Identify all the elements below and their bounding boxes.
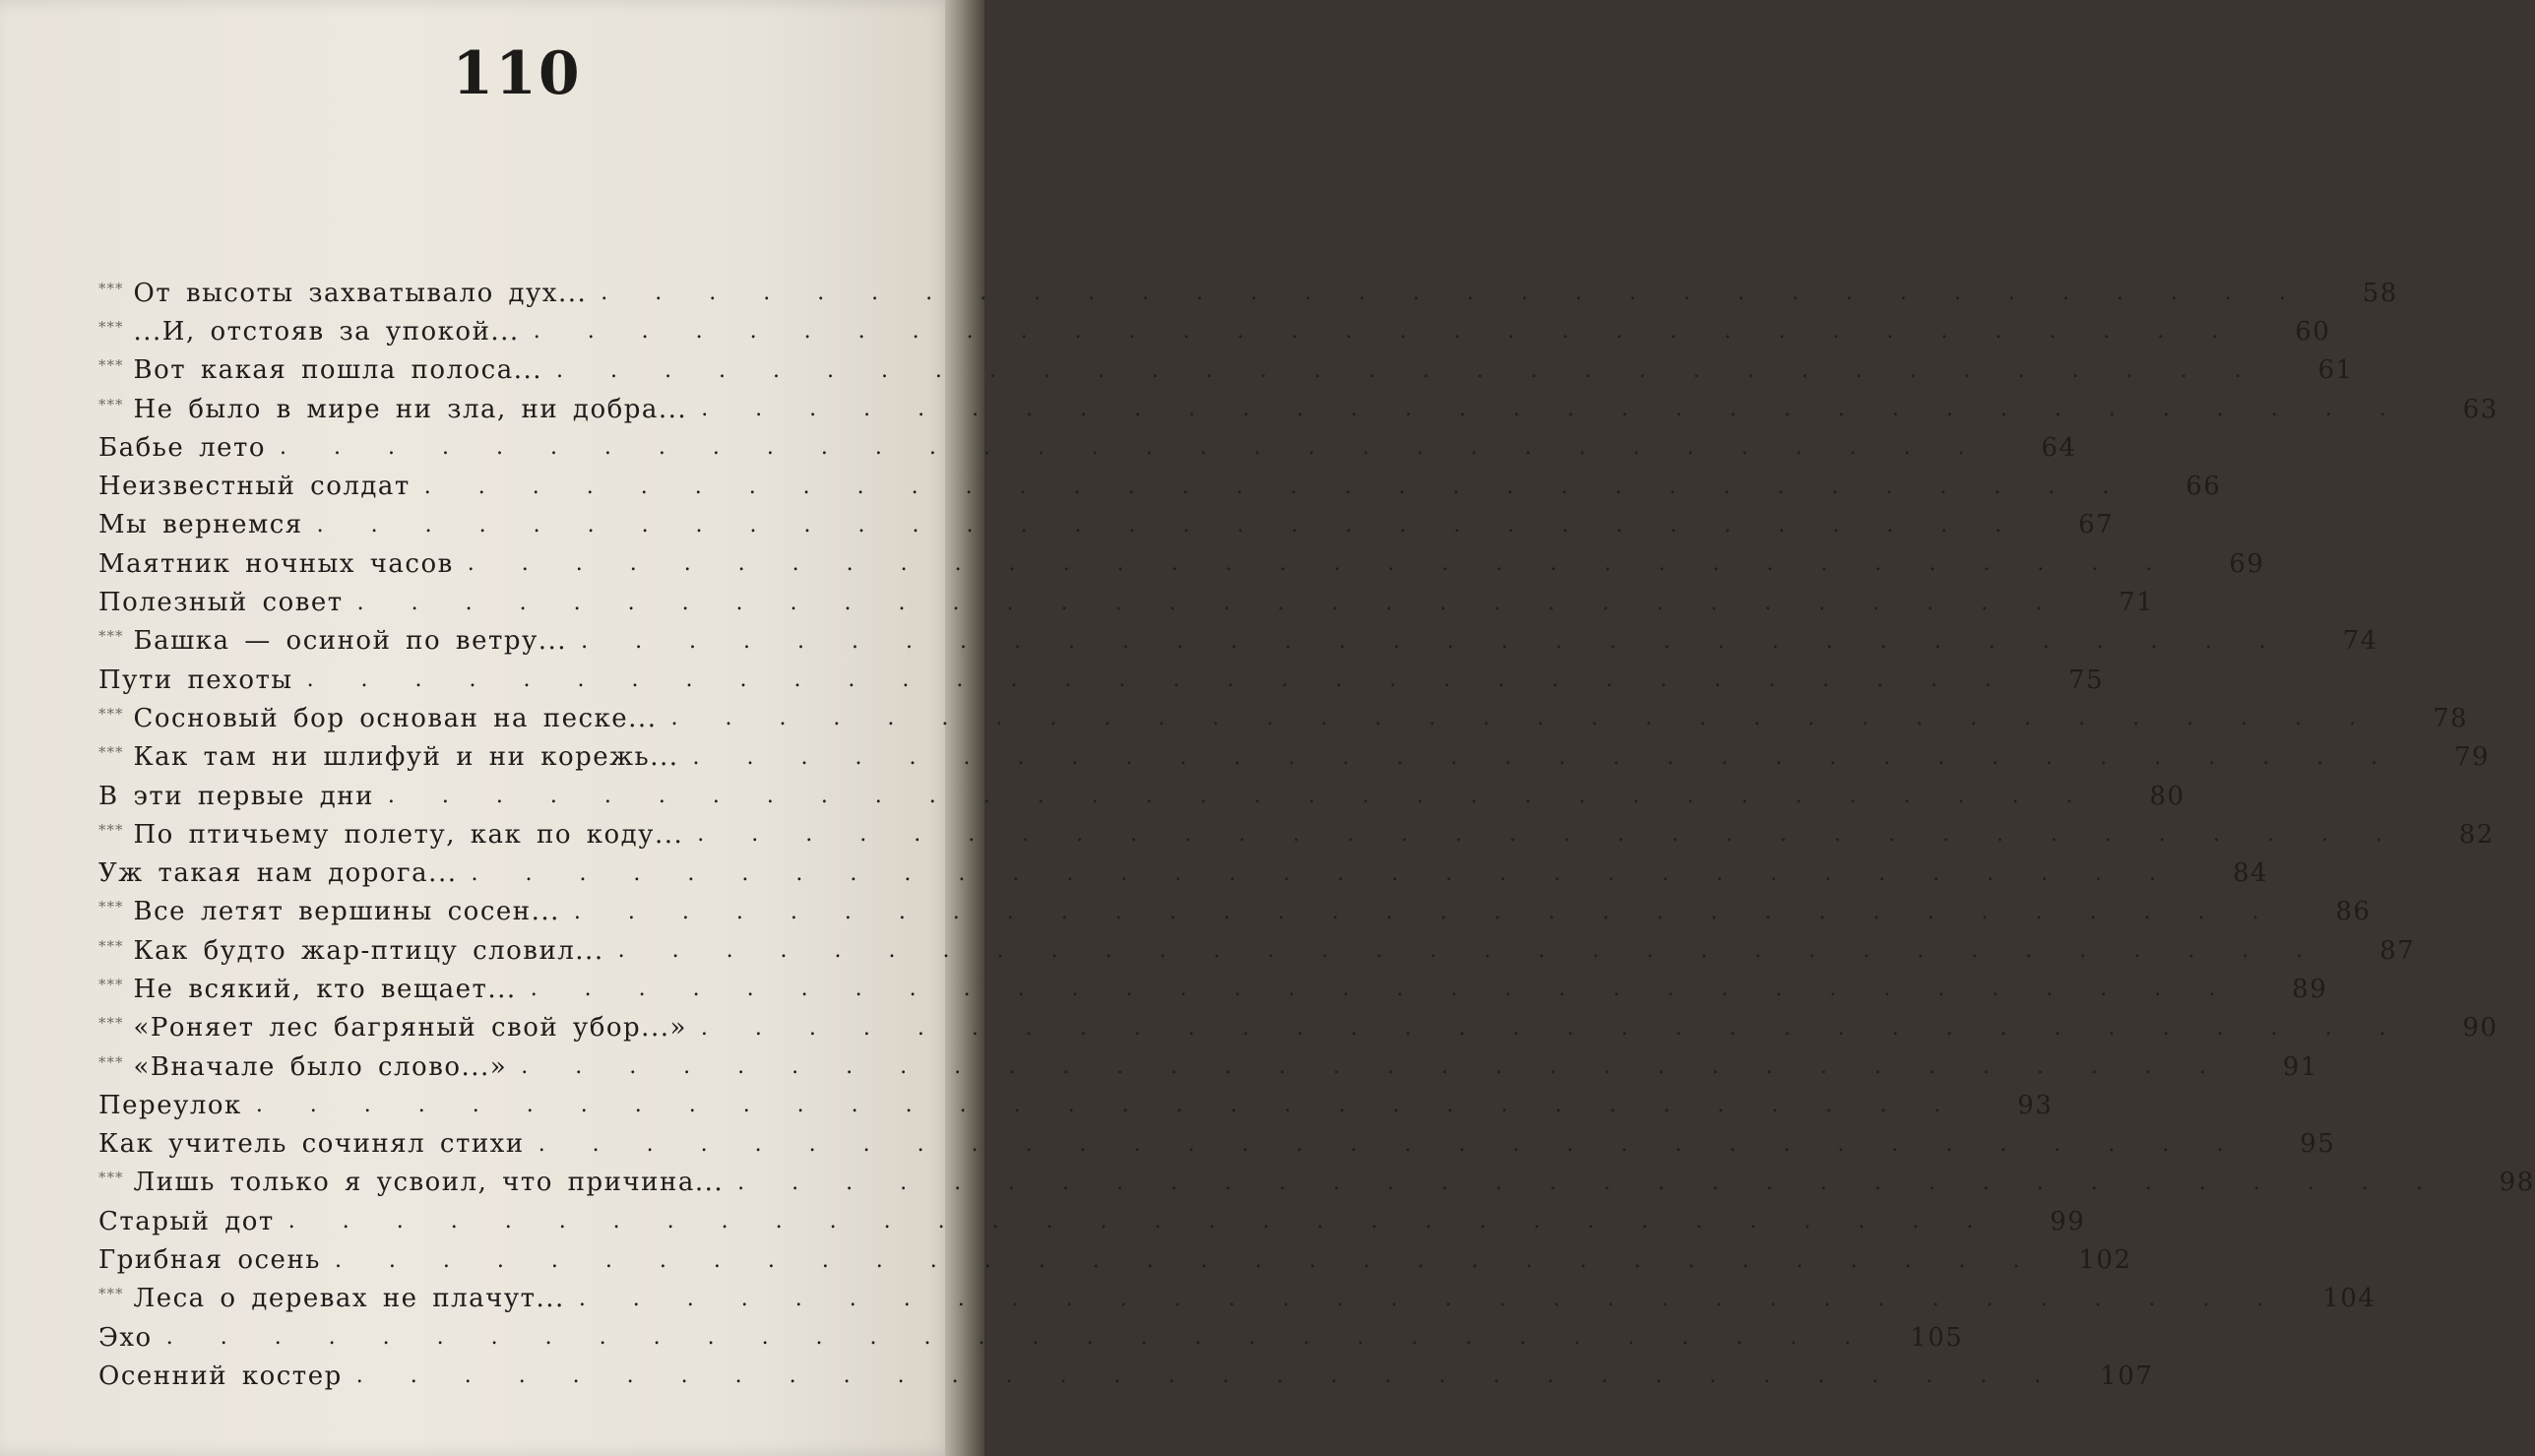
- toc-entry: [98, 1047, 2318, 1086]
- toc-entry-page: 75: [2068, 665, 2105, 695]
- toc-entry: [98, 815, 2495, 854]
- toc-entry: [98, 1164, 2535, 1202]
- toc-entry: [98, 777, 2186, 815]
- asterism-marker: ***: [98, 279, 124, 297]
- toc-entry: [98, 1280, 2377, 1318]
- page-number: 110: [452, 39, 582, 108]
- toc-entry: [98, 544, 2265, 583]
- toc-entry-title: Не было в мире ни зла, ни добра...: [133, 394, 688, 424]
- toc-entry-title: Осенний костер: [98, 1361, 343, 1391]
- asterism-marker: ***: [98, 743, 124, 762]
- dot-leader: . . . . . . . . . . . . . . . . . . . . . . . . . . . . . . . .: [521, 1054, 2224, 1080]
- toc-entry: [98, 428, 2077, 467]
- asterism-marker: ***: [98, 936, 124, 955]
- asterism-marker: ***: [98, 975, 124, 993]
- toc-entry: [98, 390, 2499, 428]
- toc-entry-page: 98: [2499, 1168, 2535, 1198]
- asterism-marker: ***: [98, 1285, 124, 1303]
- toc-entry-page: 99: [2050, 1206, 2086, 1236]
- toc-entry-page: 95: [2300, 1129, 2336, 1160]
- dot-leader: . . . . . . . . . . . . . . . . . . . . . . . . . . . . . . . .: [165, 1325, 1870, 1351]
- toc-entry-page: 69: [2229, 548, 2265, 579]
- toc-entry-title: ...И, отстояв за упокой...: [133, 316, 520, 347]
- toc-entry-title: Мы вернемся: [98, 510, 303, 540]
- toc-entry-title: От высоты захватывало дух...: [133, 278, 588, 308]
- toc-entry-page: 79: [2454, 742, 2491, 773]
- toc-entry-title: Сосновый бор основан на песке...: [133, 703, 658, 733]
- dot-leader: . . . . . . . . . . . . . . . . . . . . . . . . . . . . . . . .: [737, 1170, 2440, 1195]
- toc-entry: [98, 854, 2269, 892]
- dot-leader: . . . . . . . . . . . . . . . . . . . . . . . . . . . . . . . .: [581, 628, 2284, 654]
- toc-entry-title: Маятник ночных часов: [98, 548, 454, 579]
- toc-entry: [98, 1009, 2499, 1047]
- dot-leader: . . . . . . . . . . . . . . . . . . . . . . . . . . . . . . . .: [387, 784, 2091, 808]
- dot-leader: . . . . . . . . . . . . . . . . . . . . . . . . . . . . . . . .: [697, 822, 2400, 848]
- dot-leader: . . . . . . . . . . . . . . . . . . . . . . . . . . . . . . . .: [530, 977, 2234, 1002]
- toc-entry: [98, 1357, 2154, 1395]
- toc-entry: [98, 583, 2155, 621]
- dot-leader: . . . . . . . . . . . . . . . . . . . . . . . . . . . . . . . .: [316, 512, 2020, 538]
- toc-entry-title: Леса о деревах не плачут...: [133, 1284, 565, 1314]
- toc-entry-page: 102: [2078, 1245, 2132, 1276]
- dot-leader: . . . . . . . . . . . . . . . . . . . . . . . . . . . . . . . .: [356, 590, 2060, 615]
- dot-leader: . . . . . . . . . . . . . . . . . . . . . . . . . . . . . . . .: [355, 1363, 2060, 1389]
- dot-leader: . . . . . . . . . . . . . . . . . . . . . . . . . . . . . . . .: [280, 435, 1983, 461]
- toc-entry: [98, 1086, 2054, 1124]
- toc-entry: [98, 622, 2378, 661]
- toc-entry-page: 63: [2462, 394, 2499, 424]
- toc-entry: [98, 738, 2491, 777]
- asterism-marker: ***: [98, 395, 124, 413]
- toc-entry-title: По птичьему полету, как по коду...: [133, 819, 684, 850]
- toc-entry: [98, 312, 2331, 350]
- dot-leader: . . . . . . . . . . . . . . . . . . . . . . . . . . . . . . . .: [467, 551, 2171, 577]
- toc-entry-title: Как будто жар-птицу словил...: [133, 935, 604, 966]
- asterism-marker: ***: [98, 1169, 124, 1187]
- toc-entry-page: 71: [2119, 588, 2155, 618]
- toc-entry: [98, 1202, 2086, 1240]
- asterism-marker: ***: [98, 317, 124, 336]
- toc-entry-page: 74: [2342, 626, 2378, 657]
- toc-entry-title: Лишь только я усвоил, что причина...: [133, 1168, 725, 1198]
- toc-entry-page: 58: [2362, 278, 2398, 308]
- dot-leader: . . . . . . . . . . . . . . . . . . . . . . . . . . . . . . . .: [692, 744, 2396, 770]
- toc-entry-page: 104: [2322, 1284, 2377, 1314]
- toc-entry: [98, 351, 2354, 390]
- asterism-marker: ***: [98, 1052, 124, 1071]
- toc-entry-title: Как учитель сочинял стихи: [98, 1129, 525, 1160]
- toc-entry-page: 91: [2282, 1051, 2318, 1082]
- toc-entry: [98, 661, 2105, 699]
- dot-leader: . . . . . . . . . . . . . . . . . . . . . . . . . . . . . . . .: [670, 706, 2375, 731]
- toc-entry-page: 86: [2335, 897, 2372, 927]
- dot-leader: . . . . . . . . . . . . . . . . . . . . . . . . . . . . . . . .: [701, 397, 2404, 422]
- toc-entry: [98, 699, 2469, 737]
- toc-entry-page: 80: [2149, 781, 2186, 811]
- dot-leader: . . . . . . . . . . . . . . . . . . . . . . . . . . . . . . . .: [471, 860, 2175, 886]
- toc-entry: [98, 506, 2115, 544]
- toc-entry-title: Не всякий, кто вещает...: [133, 974, 517, 1004]
- toc-entry-title: В эти первые дни: [98, 781, 374, 811]
- toc-entry: [98, 274, 2398, 312]
- toc-entry-page: 84: [2232, 858, 2269, 889]
- toc-entry-page: 67: [2078, 510, 2115, 540]
- dot-leader: . . . . . . . . . . . . . . . . . . . . . . . . . . . . . . . .: [538, 1131, 2242, 1157]
- dot-leader: . . . . . . . . . . . . . . . . . . . . . . . . . . . . . . . .: [255, 1093, 1959, 1118]
- toc-entry-title: Полезный совет: [98, 588, 344, 618]
- dot-leader: . . . . . . . . . . . . . . . . . . . . . . . . . . . . . . . .: [617, 938, 2321, 964]
- asterism-marker: ***: [98, 627, 124, 646]
- dot-leader: . . . . . . . . . . . . . . . . . . . . . . . . . . . . . . . .: [700, 1015, 2404, 1041]
- toc-entry-page: 78: [2432, 703, 2469, 733]
- dot-leader: . . . . . . . . . . . . . . . . . . . . . . . . . . . . . . . .: [287, 1209, 1992, 1234]
- toc-entry: [98, 970, 2328, 1008]
- dot-leader: . . . . . . . . . . . . . . . . . . . . . . . . . . . . . . . .: [556, 357, 2259, 383]
- toc-entry-page: 66: [2186, 472, 2222, 502]
- toc-entry-page: 90: [2462, 1013, 2499, 1044]
- table-of-contents: [98, 274, 2535, 1396]
- toc-entry-page: 93: [2017, 1090, 2054, 1120]
- asterism-marker: ***: [98, 1014, 124, 1033]
- asterism-marker: ***: [98, 356, 124, 375]
- toc-entry-title: «Вначале было слово...»: [133, 1051, 508, 1082]
- dot-leader: . . . . . . . . . . . . . . . . . . . . . . . . . . . . . . . .: [423, 474, 2127, 499]
- toc-entry-page: 89: [2292, 974, 2328, 1004]
- toc-entry-page: 105: [1910, 1322, 1964, 1353]
- toc-entry-title: Неизвестный солдат: [98, 472, 411, 502]
- toc-entry-title: Вот какая пошла полоса...: [133, 355, 543, 386]
- toc-entry: [98, 467, 2222, 505]
- toc-entry-title: Пути пехоты: [98, 665, 293, 695]
- asterism-marker: ***: [98, 820, 124, 839]
- toc-entry: [98, 931, 2416, 970]
- toc-entry-title: Эхо: [98, 1322, 153, 1353]
- toc-entry-page: 61: [2317, 355, 2354, 386]
- dot-leader: . . . . . . . . . . . . . . . . . . . . . . . . . . . . . . . .: [334, 1247, 2038, 1273]
- asterism-marker: ***: [98, 898, 124, 917]
- toc-entry-title: «Роняет лес багряный свой убор...»: [133, 1013, 687, 1044]
- toc-entry-title: Уж такая нам дорога...: [98, 858, 458, 889]
- dot-leader: . . . . . . . . . . . . . . . . . . . . . . . . . . . . . . . .: [573, 899, 2277, 924]
- toc-entry-title: Грибная осень: [98, 1245, 321, 1276]
- toc-entry-title: Старый дот: [98, 1206, 275, 1236]
- toc-entry: [98, 1240, 2132, 1279]
- toc-entry-title: Как там ни шлифуй и ни корежь...: [133, 742, 679, 773]
- toc-entry-page: 87: [2379, 935, 2416, 966]
- toc-entry-title: Переулок: [98, 1090, 242, 1120]
- toc-entry: [98, 1125, 2336, 1164]
- toc-entry-title: Бабье лето: [98, 432, 267, 463]
- asterism-marker: ***: [98, 704, 124, 723]
- dot-leader: . . . . . . . . . . . . . . . . . . . . . . . . . . . . . . . .: [306, 667, 2010, 693]
- toc-entry-page: 60: [2295, 316, 2331, 347]
- toc-entry-title: Башка — осиной по ветру...: [133, 626, 568, 657]
- toc-entry-page: 82: [2458, 819, 2495, 850]
- dot-leader: . . . . . . . . . . . . . . . . . . . . . . . . . . . . . . . .: [601, 281, 2304, 306]
- toc-entry-title: Все летят вершины сосен...: [133, 897, 560, 927]
- toc-entry: [98, 1318, 1964, 1357]
- dot-leader: . . . . . . . . . . . . . . . . . . . . . . . . . . . . . . . .: [533, 319, 2237, 345]
- dot-leader: . . . . . . . . . . . . . . . . . . . . . . . . . . . . . . . .: [578, 1286, 2282, 1311]
- toc-entry-page: 107: [2100, 1361, 2154, 1391]
- toc-entry: [98, 893, 2372, 931]
- toc-entry-page: 64: [2041, 432, 2077, 463]
